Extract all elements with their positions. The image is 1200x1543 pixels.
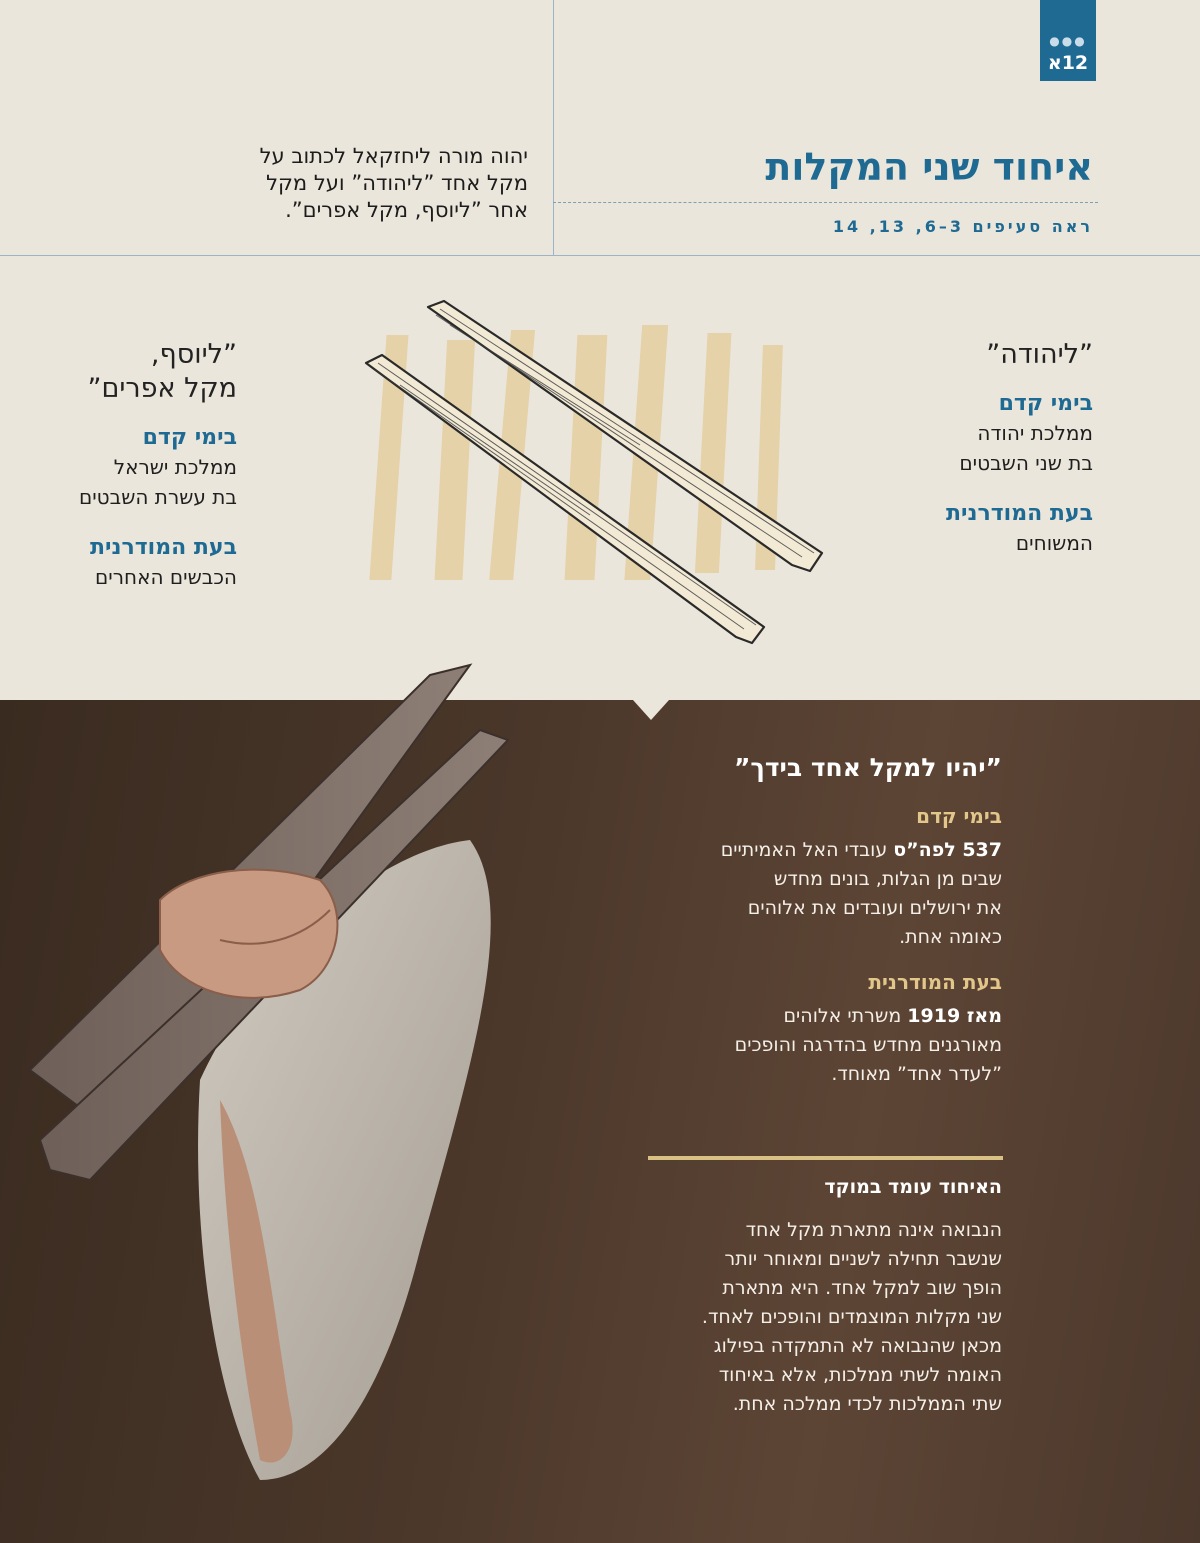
- text-span: עובדי האל האמיתיים: [720, 839, 894, 861]
- year-label: מאז 1919: [907, 1005, 1002, 1027]
- joseph-stick-name: מקל אפרים”: [87, 373, 237, 404]
- intro-line: אחר ”ליוסף, מקל אפרים”.: [285, 198, 528, 222]
- joseph-modern-heading: בעת המודרנית: [90, 535, 237, 560]
- one-stick-ancient: [642, 802, 1002, 952]
- joseph-stick-name: ”ליוסף,: [150, 339, 237, 370]
- one-stick-modern: [642, 968, 1002, 1089]
- focus-box-heading: האיחוד עומד במוקד: [824, 1176, 1002, 1198]
- focus-box: [642, 1174, 1002, 1419]
- judah-ancient-line: בת שני השבטים: [959, 451, 1093, 475]
- focus-box-line: שני מקלות המוצמדים והופכים לאחד.: [701, 1306, 1002, 1328]
- one-stick-modern-heading: בעת המודרנית: [868, 970, 1002, 994]
- page-number: 12א: [1047, 52, 1089, 74]
- hand-holding-sticks-illustration: [0, 650, 640, 1543]
- divider-horizontal: [0, 255, 1200, 256]
- joseph-column: [0, 338, 237, 592]
- focus-box-line: מכאן שהנבואה לא התמקדה בפילוג: [713, 1335, 1002, 1357]
- one-stick-modern-line: מאורגנים מחדש בהדרגה והופכים: [734, 1034, 1002, 1056]
- see-reference: ראה סעיפים 3–6, 13, 14: [832, 217, 1093, 236]
- intro-line: יהוה מורה ליחזקאל לכתוב על: [259, 144, 528, 168]
- one-stick-title: ”יהיו למקל אחד בידך”: [733, 753, 1002, 782]
- gold-divider: [648, 1156, 1003, 1160]
- focus-box-line: האומה לשתי ממלכות, אלא באיחוד: [718, 1364, 1002, 1386]
- divider-dashed: [553, 202, 1098, 203]
- focus-box-line: הנבואה אינה מתארת מקל אחד: [745, 1219, 1002, 1241]
- judah-modern-heading: בעת המודרנית: [946, 501, 1093, 526]
- page-tab: [1040, 0, 1096, 81]
- divider-vertical: [553, 0, 554, 255]
- intro-text: [108, 143, 528, 224]
- one-stick-ancient-line: כאומה אחת.: [899, 926, 1002, 948]
- year-label: 537 לפה”ס: [893, 839, 1002, 861]
- focus-box-line: שתי הממלכות לכדי ממלכה אחת.: [732, 1393, 1002, 1415]
- judah-stick-name: ”ליהודה”: [986, 339, 1093, 370]
- judah-ancient-heading: בימי קדם: [998, 391, 1093, 416]
- judah-ancient-line: ממלכת יהודה: [977, 421, 1093, 445]
- joseph-ancient-line: בת עשרת השבטים: [78, 485, 237, 509]
- two-sticks-illustration: [340, 285, 840, 665]
- one-stick-modern-first-line: [642, 1002, 1002, 1031]
- one-stick-modern-line: ”לעדר אחד” מאוחד.: [831, 1063, 1002, 1085]
- text-span: משרתי אלוהים: [783, 1005, 908, 1027]
- one-stick-ancient-first-line: [642, 836, 1002, 865]
- joseph-ancient-heading: בימי קדם: [142, 425, 237, 450]
- judah-modern-line: המשוחים: [1015, 531, 1093, 555]
- focus-box-line: שנשבר תחילה לשניים ומאוחר יותר: [724, 1248, 1002, 1270]
- joseph-modern-line: הכבשים האחרים: [94, 565, 237, 589]
- one-stick-ancient-heading: בימי קדם: [916, 804, 1002, 828]
- focus-box-line: הופך שוב למקל אחד. היא מתארת: [722, 1277, 1002, 1299]
- one-stick-ancient-line: את ירושלים ועובדים את אלוהים: [747, 897, 1002, 919]
- intro-line: מקל אחד ”ליהודה” ועל מקל: [266, 171, 528, 195]
- one-stick-ancient-line: שבים מן הגלות, בונים מחדש: [773, 868, 1002, 890]
- joseph-ancient-line: ממלכת ישראל: [113, 455, 237, 479]
- page-title: איחוד שני המקלות: [765, 145, 1093, 189]
- dots-icon: ●●●: [1049, 34, 1087, 48]
